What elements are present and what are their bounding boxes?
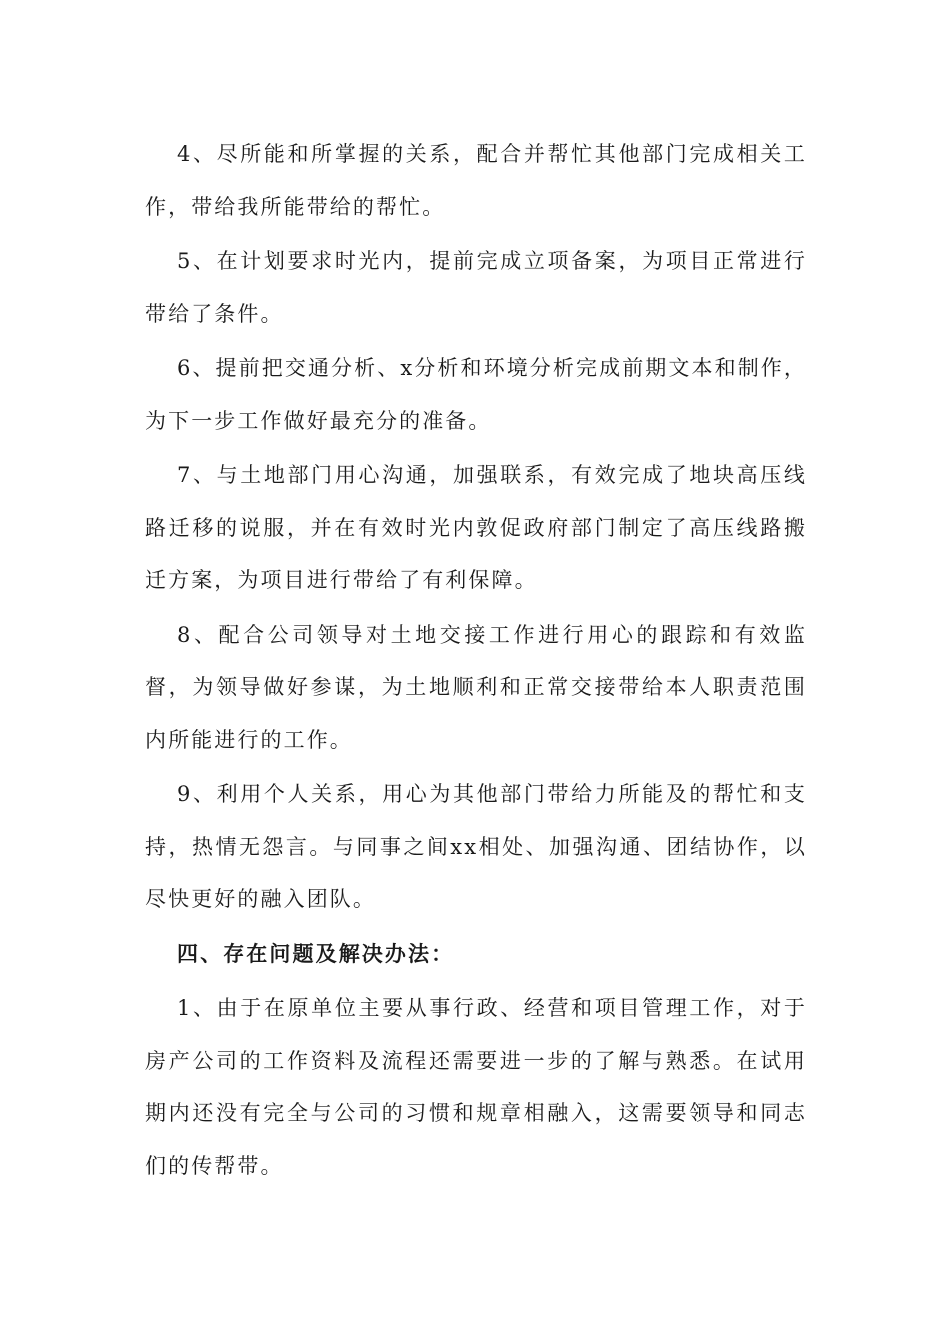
section-heading: 四、存在问题及解决办法：: [177, 940, 455, 966]
problem-paragraph-1: 1、由于在原单位主要从事行政、经营和项目管理工作，对于房产公司的工作资料及流程还需要进一步的了解与熟悉。在试用期内还没有完全与公司的习惯和规章相融入，这需要领导和同志们的传帮带。: [145, 996, 807, 1178]
document-body: [145, 128, 807, 1194]
paragraph-item-9: 9、利用个人关系，用心为其他部门带给力所能及的帮忙和支持，热情无怨言。与同事之间xx相处、加强沟通、团结协作，以尽快更好的融入团队。: [145, 782, 807, 911]
paragraph-item-7: 7、与土地部门用心沟通，加强联系，有效完成了地块高压线路迁移的说服，并在有效时光内敦促政府部门制定了高压线路搬迁方案，为项目进行带给了有利保障。: [145, 463, 807, 592]
paragraph-item-6: 6、提前把交通分析、x分析和环境分析完成前期文本和制作，为下一步工作做好最充分的准备。: [145, 356, 808, 433]
paragraph-item-4: 4、尽所能和所掌握的关系，配合并帮忙其他部门完成相关工作，带给我所能带给的帮忙。: [145, 142, 807, 219]
paragraph-item-5: 5、在计划要求时光内，提前完成立项备案，为项目正常进行带给了条件。: [145, 249, 807, 326]
paragraph-item-8: 8、配合公司领导对土地交接工作进行用心的跟踪和有效监督，为领导做好参谋，为土地顺利和正常交接带给本人职责范围内所能进行的工作。: [145, 622, 807, 752]
